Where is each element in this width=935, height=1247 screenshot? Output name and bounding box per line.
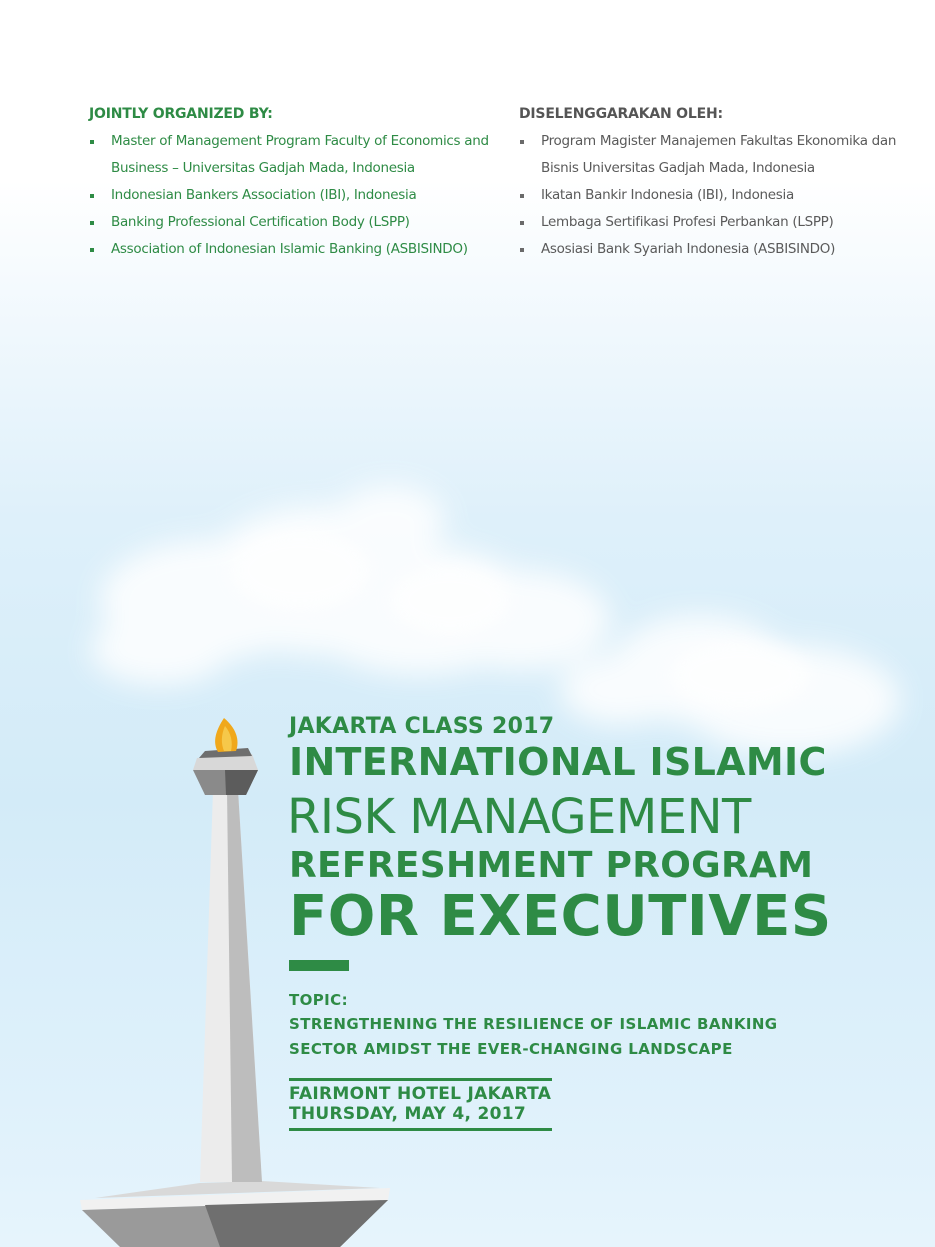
list-item [519, 128, 899, 182]
class-label: JAKARTA CLASS 2017 [289, 714, 555, 739]
list-item [519, 182, 899, 209]
organizers-id-list [519, 128, 899, 263]
list-item [89, 236, 489, 263]
bullet-icon [90, 140, 94, 144]
bullet-icon [520, 221, 524, 225]
list-item-text: Lembaga Sertifikasi Profesi Perbankan (LSPP) [541, 214, 834, 230]
venue-date-box [289, 1078, 552, 1131]
list-item [519, 236, 899, 263]
list-item [89, 128, 489, 182]
organizers-en-list [89, 128, 489, 263]
topic-label: TOPIC: [289, 991, 348, 1009]
venue: FAIRMONT HOTEL JAKARTA [289, 1084, 552, 1104]
list-item-text: Banking Professional Certification Body (LSPP) [111, 214, 410, 230]
topic-text [289, 1012, 778, 1062]
bullet-icon [520, 140, 524, 144]
divider-bar [289, 960, 349, 971]
title-line-3: REFRESHMENT PROGRAM [289, 845, 814, 886]
topic-line-2: SECTOR AMIDST THE EVER-CHANGING LANDSCAPE [289, 1040, 733, 1058]
event-date: THURSDAY, MAY 4, 2017 [289, 1104, 526, 1124]
bullet-icon [90, 221, 94, 225]
bullet-icon [90, 248, 94, 252]
list-item-text: Indonesian Bankers Association (IBI), Indonesia [111, 187, 417, 203]
title-line-4: FOR EXECUTIVES [289, 884, 832, 949]
list-item-text: Association of Indonesian Islamic Banking (ASBISINDO) [111, 241, 468, 257]
bullet-icon [90, 194, 94, 198]
bullet-icon [520, 194, 524, 198]
topic-line-1: STRENGTHENING THE RESILIENCE OF ISLAMIC BANKING [289, 1015, 778, 1033]
list-item [89, 209, 489, 236]
list-item [519, 209, 899, 236]
organizers-id-heading: DISELENGGARAKAN OLEH: [519, 106, 723, 122]
list-item-text: Master of Management Program Faculty of Economics and Business – Universitas Gadjah Mada, Indonesia [111, 133, 489, 176]
list-item-text: Program Magister Manajemen Fakultas Ekonomika dan Bisnis Universitas Gadjah Mada, Indonesia [541, 133, 897, 176]
organizers-en-heading: JOINTLY ORGANIZED BY: [89, 106, 273, 122]
bullet-icon [520, 248, 524, 252]
list-item-text: Ikatan Bankir Indonesia (IBI), Indonesia [541, 187, 794, 203]
title-line-1: INTERNATIONAL ISLAMIC [289, 740, 827, 784]
title-line-2: RISK MANAGEMENT [287, 789, 751, 845]
organizers-id [519, 106, 899, 263]
organizers-en [89, 106, 489, 263]
list-item [89, 182, 489, 209]
list-item-text: Asosiasi Bank Syariah Indonesia (ASBISINDO) [541, 241, 836, 257]
